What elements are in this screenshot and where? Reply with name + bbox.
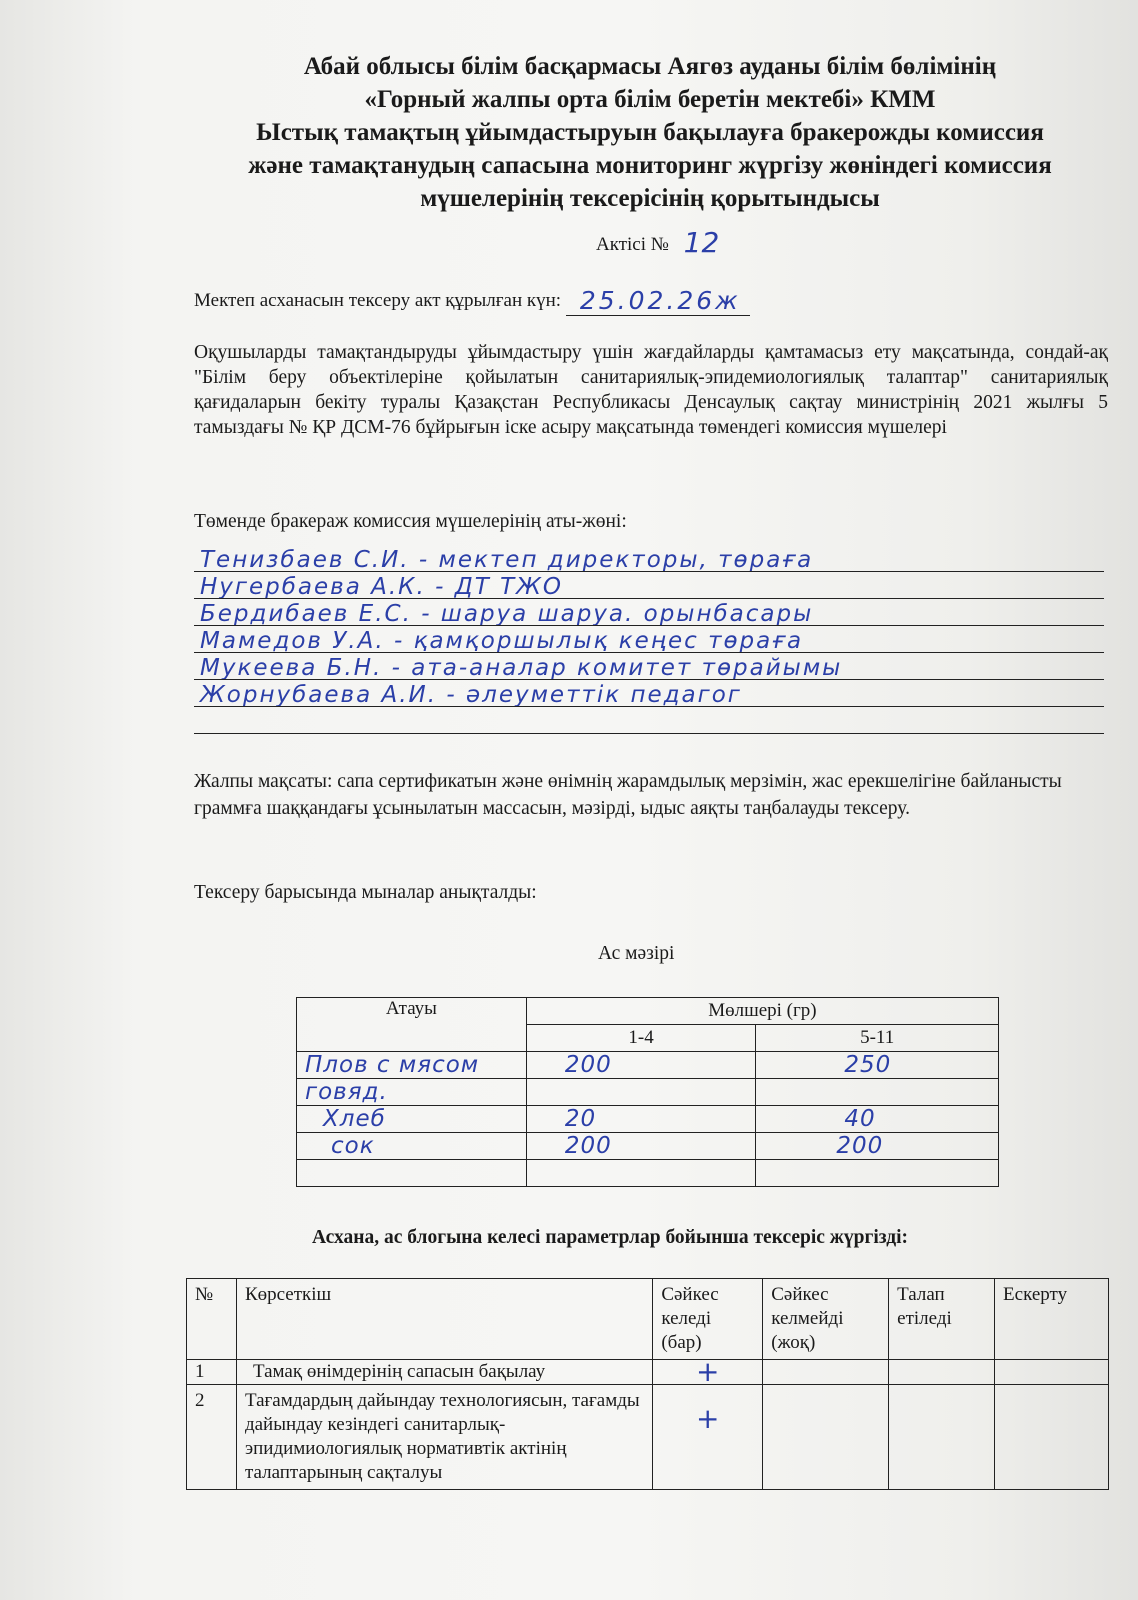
members-label: Төменде бракераж комиссия мүшелерінің аты-жөні: (194, 511, 627, 532)
params-col-note: Ескерту (995, 1279, 1109, 1360)
member-line (194, 599, 1104, 626)
goal-paragraph: Жалпы мақсаты: сапа сертификатын және өнімнің жарамдылық мерзімін, жас ерекшелігіне байланысты граммға шаққандағы ұсынылатын массасын, мәзірді, ыдыс аяқты таңбалауды тексеру. (194, 771, 1062, 819)
act-date-line (194, 283, 750, 313)
params-table (186, 1278, 1109, 1490)
member-line (194, 626, 1104, 653)
menu-item-name: Плов с мясом (297, 1052, 527, 1079)
member-line (194, 572, 1104, 599)
title-line-1: Абай облысы білім басқармасы Аягөз ауданы білім бөлімінің (303, 53, 997, 80)
params-col-num: № (187, 1279, 237, 1360)
member-name: Мукеева Б.Н. - ата-аналар комитет төрайымы (200, 655, 843, 680)
param-note-cell (995, 1360, 1109, 1385)
params-title: Асхана, ас блогына келесі параметрлар бойынша тексеріс жүргізді: (312, 1227, 909, 1248)
title-line-3: Ыстық тамақтың ұйымдастыруын бақылауға бракерожды комиссия (256, 119, 1044, 146)
menu-item-amount-5-11: 200 (756, 1133, 999, 1160)
param-required-cell (889, 1385, 995, 1490)
param-indicator: Тағамдардың дайындау технологиясын, тағамды дайындау кезіндегі санитарлық-эпидимиологиялық нормативтік актінің талаптарының сақталуы (236, 1385, 652, 1490)
params-col-no: Сәйкес келмейді (жоқ) (763, 1279, 889, 1360)
table-row (297, 1052, 999, 1079)
found-label: Тексеру барысында мыналар анықталды: (194, 882, 537, 903)
param-note-cell (995, 1385, 1109, 1490)
act-date-value: 25.02.26ж (566, 286, 750, 316)
table-row (297, 1079, 999, 1106)
member-name: Тенизбаев С.И. - мектеп директоры, төраға (200, 547, 814, 572)
menu-item-amount-1-4: 200 (526, 1052, 756, 1079)
param-no-cell (763, 1385, 889, 1490)
act-date-label: Мектеп асханасын тексеру акт құрылған күн: (194, 290, 562, 311)
title-line-2: «Горный жалпы орта білім беретін мектебі» КММ (364, 86, 936, 113)
menu-title: Ас мәзірі (598, 943, 675, 964)
menu-item-amount-5-11 (756, 1079, 999, 1106)
table-row (297, 1106, 999, 1133)
menu-item-amount-1-4 (526, 1079, 756, 1106)
members-list (194, 545, 1104, 734)
menu-header-row (297, 998, 999, 1025)
member-line (194, 653, 1104, 680)
param-yes-mark: + (653, 1385, 763, 1490)
menu-col-name: Атауы (297, 998, 527, 1052)
params-col-yes: Сәйкес келеді (бар) (653, 1279, 763, 1360)
menu-item-amount-5-11 (756, 1160, 999, 1187)
title-line-4: және тамақтанудың сапасына мониторинг жүргізу жөніндегі комиссия (248, 152, 1052, 179)
menu-item-name: говяд. (297, 1079, 527, 1106)
member-name: Жорнубаева А.И. - әлеуметтік педагог (200, 682, 742, 707)
menu-item-amount-5-11: 40 (756, 1106, 999, 1133)
table-row (187, 1385, 1109, 1490)
intro-paragraph: Оқушыларды тамақтандыруды ұйымдастыру үшін жағдайларды қамтамасыз ету мақсатында, сондай-ақ "Білім беру объектілеріне қойылатын санитариялық-эпидемиологиялық талаптар" санитариялық қағидаларын бекіту туралы Қазақстан Республикасы Денсаулық сақтау министрінің 2021 жылғы 5 тамыздағы № ҚР ДСМ-76 бұйрығын іске асыру мақсатында төмендегі комиссия мүшелері (194, 342, 1108, 438)
title-line-5: мүшелерінің тексерісінің қорытындысы (420, 185, 880, 212)
act-number: 12 (683, 226, 720, 259)
menu-col-age1: 1-4 (526, 1025, 756, 1052)
table-row (297, 1160, 999, 1187)
menu-item-amount-1-4: 20 (526, 1106, 756, 1133)
param-num: 1 (187, 1360, 237, 1385)
menu-col-amount: Мөлшері (гр) (526, 998, 998, 1025)
param-yes-mark: + (653, 1360, 763, 1385)
param-num: 2 (187, 1385, 237, 1490)
menu-item-name: Хлеб (297, 1106, 527, 1133)
menu-item-amount-5-11: 250 (756, 1052, 999, 1079)
member-name: Мамедов У.А. - қамқоршылық кеңес төраға (200, 628, 804, 653)
menu-item-amount-1-4: 200 (526, 1133, 756, 1160)
document-title (200, 50, 1100, 215)
table-row (297, 1133, 999, 1160)
param-no-cell (763, 1360, 889, 1385)
menu-col-age2: 5-11 (756, 1025, 999, 1052)
table-row (187, 1360, 1109, 1385)
member-name: Нугербаева А.К. - ДТ ТЖО (200, 574, 563, 599)
member-line (194, 680, 1104, 707)
menu-item-name (297, 1160, 527, 1187)
act-number-line (596, 224, 719, 257)
act-label: Актісі № (596, 234, 669, 255)
member-line (194, 707, 1104, 734)
menu-item-amount-1-4 (526, 1160, 756, 1187)
menu-item-name: сок (297, 1133, 527, 1160)
params-header-row (187, 1279, 1109, 1360)
params-col-required: Талап етіледі (889, 1279, 995, 1360)
menu-table (296, 997, 999, 1187)
param-indicator: Тамақ өнімдерінің сапасын бақылау (236, 1360, 652, 1385)
params-col-indicator: Көрсеткіш (236, 1279, 652, 1360)
member-name: Бердибаев Е.С. - шаруа шаруа. орынбасары (200, 601, 814, 626)
member-line (194, 545, 1104, 572)
param-required-cell (889, 1360, 995, 1385)
